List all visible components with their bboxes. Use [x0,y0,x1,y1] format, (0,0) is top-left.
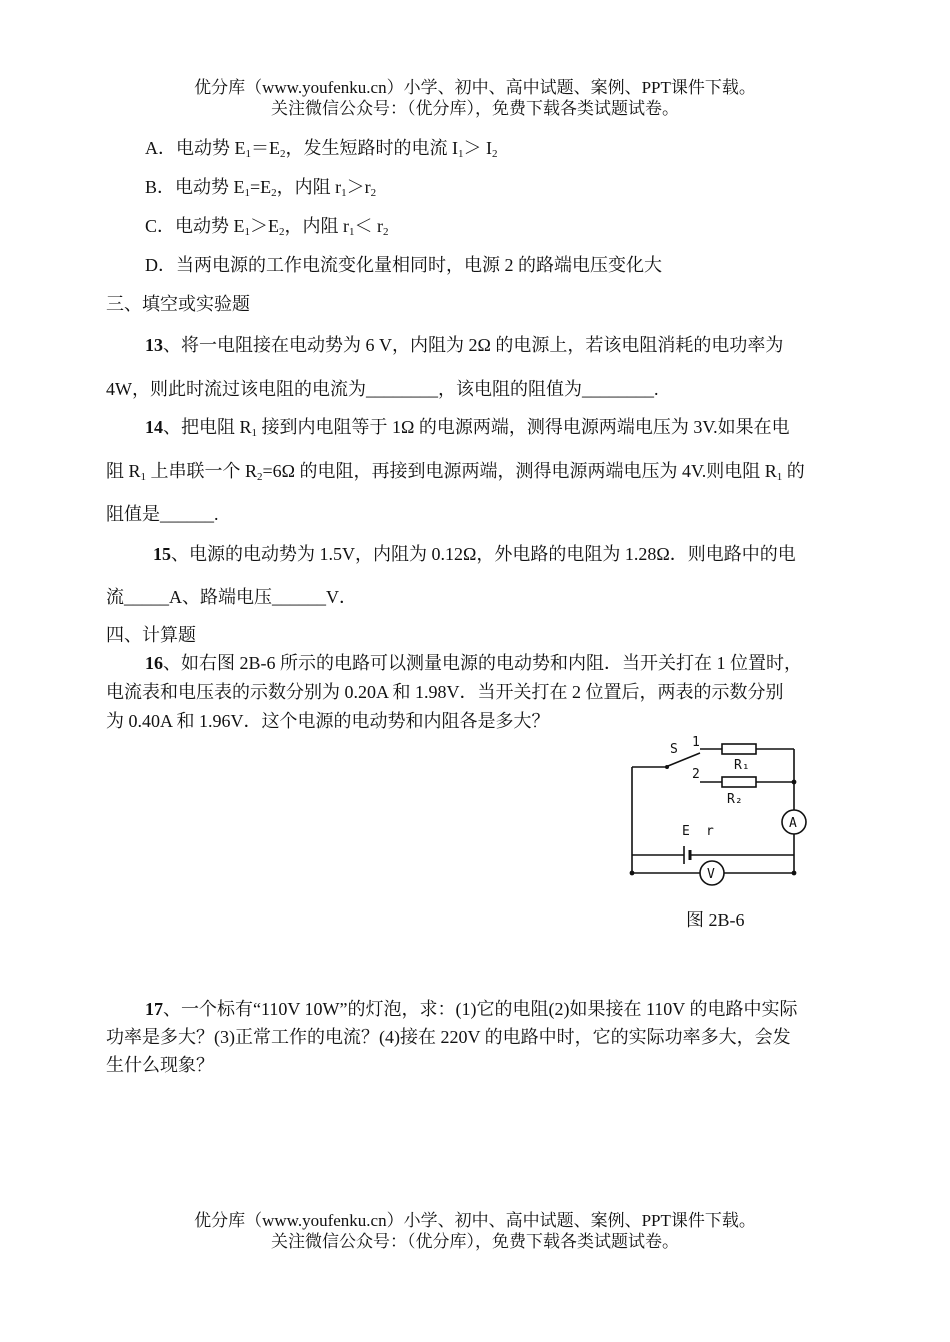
q16-line-3: 为 0.40A 和 1.96V．这个电源的电动势和内阻各是多大？ [106,711,550,731]
choice-c: C．电动势 $E_1>E_2$，内阻 $r_1< r_2$ [145,216,389,238]
label-voltmeter-v: V [707,867,715,882]
q14-line-2: 阻 $R_1$ 上串联一个 $R_2=6\Omega$ 的电阻，再接到电源两端，测得电源两端电压为 4V.则电阻 $R_1$ 的 [106,461,805,483]
label-position-1: 1 [692,735,700,750]
junction-dot-right [792,780,797,785]
section-4-heading: 四、计算题 [106,625,196,645]
figure-caption: 图 2B-6 [686,910,745,930]
q13-blank-resistance[interactable]: ________ [582,379,654,399]
q15-blank-current[interactable]: _____ [124,587,169,607]
q16-line-2: 电流表和电压表的示数分别为 0.20A 和 1.98V．当开关打在 2 位置后，两表的示数分别 [106,682,784,702]
header-line-2: 关注微信公众号：（优分库），免费下载各类试题试卷。 [271,99,679,118]
q14-line-3: 阻值是______. [106,504,219,524]
choice-b: B．电动势 $E_1=E_2$，内阻 $r_1>r_2$ [145,177,377,199]
q13-blank-current[interactable]: ________ [366,379,438,399]
q15-line-1: 15、电源的电动势为 1.5V，内阻为 0.12Ω，外电路的电阻为 1.28Ω．则电路中的电 [153,544,796,564]
footer-line-2: 关注微信公众号：（优分库），免费下载各类试题试卷。 [271,1232,679,1251]
q14-line-1: 14、把电阻 $R_1$ 接到内电阻等于 1Ω 的电源两端，测得电源两端电压为 3V.如果在电 [145,417,790,439]
header-line-1: 优分库（www.youfenku.cn）小学、初中、高中试题、案例、PPT课件下载。 [194,78,756,97]
switch-pivot-dot [665,765,669,769]
junction-dot-bottom-left [630,871,635,876]
q14-blank[interactable]: ______ [160,504,214,524]
q15-line-2: 流_____A、路端电压______V． [106,587,357,607]
q13-line-2: 4W，则此时流过该电阻的电流为________，该电阻的阻值为________. [106,379,659,399]
label-ammeter-a: A [789,816,797,831]
choice-d: D．当两电源的工作电流变化量相同时，电源 2 的路端电压变化大 [145,255,662,275]
q17-line-3: 生什么现象？ [106,1055,214,1075]
label-r2: R₂ [727,792,743,807]
label-position-2: 2 [692,767,700,782]
label-e: E [682,824,690,839]
choice-a: A．电动势 $E_1=E_2$，发生短路时的电流 $I_1> I_2$ [145,138,498,160]
resistor-r1 [722,744,756,754]
q16-line-1: 16、如右图 2B-6 所示的电路可以测量电源的电动势和内阻．当开关打在 1 位置时， [145,653,802,673]
q17-line-2: 功率是多大？(3)正常工作的电流？(4)接在 220V 的电路中时，它的实际功率多大，会发 [106,1027,791,1047]
resistor-r2 [722,777,756,787]
section-3-heading: 三、填空或实验题 [106,294,250,314]
circuit-diagram [620,735,820,890]
footer-line-1: 优分库（www.youfenku.cn）小学、初中、高中试题、案例、PPT课件下载。 [194,1211,756,1230]
q15-blank-voltage[interactable]: ______ [272,587,326,607]
label-r: r [706,824,714,839]
label-switch-s: S [670,742,678,757]
q13-line-1: 13、将一电阻接在电动势为 6 V，内阻为 2Ω 的电源上，若该电阻消耗的电功率为 [145,335,784,355]
q17-line-1: 17、一个标有“110V 10W”的灯泡，求：(1)它的电阻(2)如果接在 110V 的电路中实际 [145,999,798,1019]
label-r1: R₁ [734,758,750,773]
junction-dot-bottom-right [792,871,797,876]
